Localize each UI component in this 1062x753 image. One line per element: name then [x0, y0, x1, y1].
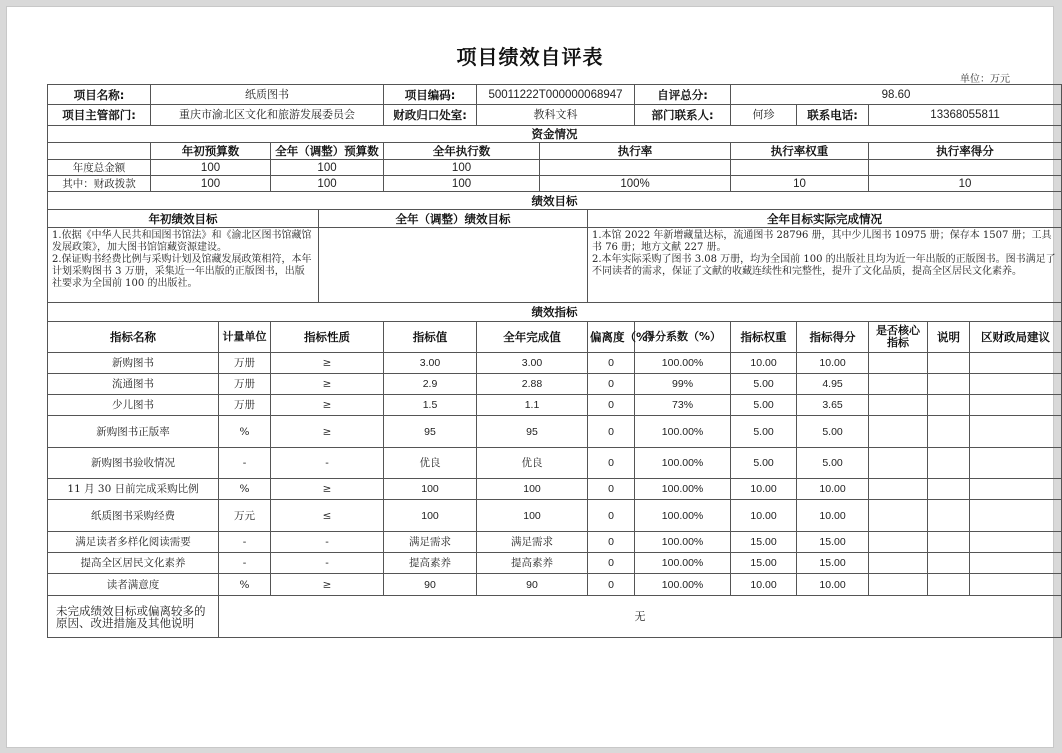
indicator-unit: 万册 — [219, 395, 271, 416]
indicator-rows — [48, 353, 1062, 596]
unit-note: 单位：万元 — [960, 74, 1010, 85]
indicator-header-deviation: 偏离度（%） — [588, 322, 635, 353]
indicator-actual: 1.1 — [477, 395, 588, 416]
indicator-name: 满足读者多样化阅读需要 — [48, 532, 219, 553]
indicator-name: 少儿图书 — [48, 395, 219, 416]
indicator-deviation: 0 — [588, 500, 635, 532]
indicator-deviation: 0 — [588, 532, 635, 553]
indicator-core — [869, 479, 928, 500]
indicator-nature: ≥ — [271, 574, 384, 596]
indicator-nature: ≥ — [271, 395, 384, 416]
indicator-actual: 满足需求 — [477, 532, 588, 553]
funds-header-rate: 执行率 — [540, 143, 731, 160]
indicator-note — [928, 532, 970, 553]
goal-paragraph: 1.本馆 2022 年新增藏量达标，流通图书 28796 册，其中少儿图书 10975 册；保存本 1507 册；工具书 76 册；地方文献 227 册。 — [592, 230, 1052, 253]
project-name-value: 纸质图书 — [151, 85, 384, 105]
funds-cell: 100 — [151, 176, 271, 192]
goal-paragraph: 1.依据《中华人民共和国图书馆法》和《渝北区图书馆藏馆发展政策》，加大图书馆馆藏资源建设。 — [52, 230, 312, 253]
indicator-header-target: 指标值 — [384, 322, 477, 353]
indicator-deviation: 0 — [588, 416, 635, 448]
funds-header-initial: 年初预算数 — [151, 143, 271, 160]
indicator-advice — [970, 416, 1062, 448]
funds-cell: 100% — [540, 176, 731, 192]
indicator-actual: 90 — [477, 574, 588, 596]
funds-corner-cell — [48, 143, 151, 160]
funds-cell: 100 — [384, 176, 540, 192]
indicator-note — [928, 374, 970, 395]
indicator-advice — [970, 532, 1062, 553]
indicator-nature: - — [271, 448, 384, 479]
indicator-weight: 5.00 — [731, 395, 797, 416]
indicator-weight: 5.00 — [731, 374, 797, 395]
table-row — [48, 553, 1062, 574]
indicator-nature: ≤ — [271, 500, 384, 532]
indicator-coef: 73% — [635, 395, 731, 416]
remark-label: 未完成绩效目标或偏离较多的原因、改进措施及其他说明 — [48, 596, 219, 638]
department-value: 重庆市渝北区文化和旅游发展委员会 — [151, 105, 384, 126]
indicator-weight: 10.00 — [731, 500, 797, 532]
indicator-score: 4.95 — [797, 374, 869, 395]
indicator-weight: 10.00 — [731, 479, 797, 500]
indicator-header-weight: 指标权重 — [731, 322, 797, 353]
indicator-note — [928, 448, 970, 479]
indicator-target: 100 — [384, 500, 477, 532]
table-row — [48, 374, 1062, 395]
goal-paragraph: 2.保证购书经费比例与采购计划及馆藏发展政策相符，本年计划采购图书 3 万册，采集近一年出版的正版图书，出版社要求为全国前 100 的出版社。 — [52, 254, 312, 289]
indicator-deviation: 0 — [588, 374, 635, 395]
indicator-score: 10.00 — [797, 574, 869, 596]
indicator-unit: 万册 — [219, 374, 271, 395]
funds-row-label: 年度总金额 — [48, 160, 151, 176]
indicator-coef: 100.00% — [635, 532, 731, 553]
indicator-score: 10.00 — [797, 479, 869, 500]
indicator-actual: 2.88 — [477, 374, 588, 395]
indicator-name: 纸质图书采购经费 — [48, 500, 219, 532]
goals-header-actual: 全年目标实际完成情况 — [588, 210, 1062, 228]
indicator-weight: 10.00 — [731, 574, 797, 596]
indicator-header-actual: 全年完成值 — [477, 322, 588, 353]
indicator-deviation: 0 — [588, 448, 635, 479]
finance-office-label: 财政归口处室: — [384, 105, 477, 126]
funds-cell: 10 — [869, 176, 1062, 192]
indicator-target: 2.9 — [384, 374, 477, 395]
indicator-header-nature: 指标性质 — [271, 322, 384, 353]
indicator-score: 10.00 — [797, 353, 869, 374]
funds-cell: 100 — [151, 160, 271, 176]
indicator-unit: % — [219, 479, 271, 500]
indicator-advice — [970, 374, 1062, 395]
indicator-core — [869, 374, 928, 395]
indicator-weight: 15.00 — [731, 532, 797, 553]
indicator-unit: - — [219, 553, 271, 574]
funds-row — [48, 176, 1062, 192]
indicator-deviation: 0 — [588, 574, 635, 596]
indicator-target: 95 — [384, 416, 477, 448]
indicator-note — [928, 553, 970, 574]
goals-adjusted-text — [319, 228, 588, 303]
funds-cell: 100 — [271, 176, 384, 192]
funds-section-title: 资金情况 — [48, 126, 1062, 143]
indicator-core — [869, 395, 928, 416]
funds-header-executed: 全年执行数 — [384, 143, 540, 160]
indicator-target: 100 — [384, 479, 477, 500]
funds-header-weight: 执行率权重 — [731, 143, 869, 160]
funds-cell: 100 — [271, 160, 384, 176]
indicator-unit: 万元 — [219, 500, 271, 532]
indicator-actual: 95 — [477, 416, 588, 448]
indicator-advice — [970, 500, 1062, 532]
indicator-score: 5.00 — [797, 416, 869, 448]
indicator-note — [928, 479, 970, 500]
indicator-weight: 5.00 — [731, 416, 797, 448]
goals-actual-text — [588, 228, 1062, 303]
goals-section-title: 绩效目标 — [48, 192, 1062, 210]
indicator-header-coef: 得分系数（%） — [635, 322, 731, 353]
phone-label: 联系电话: — [797, 105, 869, 126]
indicator-header-core: 是否核心指标 — [869, 322, 928, 353]
evaluation-table — [47, 84, 1062, 638]
indicator-coef: 100.00% — [635, 553, 731, 574]
contact-value: 何珍 — [731, 105, 797, 126]
indicator-score: 15.00 — [797, 532, 869, 553]
indicator-weight: 10.00 — [731, 353, 797, 374]
indicator-coef: 100.00% — [635, 500, 731, 532]
indicator-score: 5.00 — [797, 448, 869, 479]
indicator-nature: ≥ — [271, 479, 384, 500]
indicator-nature: - — [271, 532, 384, 553]
indicator-core — [869, 532, 928, 553]
indicator-nature: ≥ — [271, 416, 384, 448]
indicator-header-score: 指标得分 — [797, 322, 869, 353]
goals-header-adjusted: 全年（调整）绩效目标 — [319, 210, 588, 228]
finance-office-value: 教科文科 — [477, 105, 635, 126]
indicator-coef: 100.00% — [635, 479, 731, 500]
indicator-note — [928, 500, 970, 532]
indicator-unit: 万册 — [219, 353, 271, 374]
indicator-coef: 100.00% — [635, 448, 731, 479]
table-row — [48, 416, 1062, 448]
department-label: 项目主管部门: — [48, 105, 151, 126]
indicator-advice — [970, 479, 1062, 500]
indicator-score: 15.00 — [797, 553, 869, 574]
indicator-core — [869, 500, 928, 532]
goal-paragraph: 2.本年实际采购了图书 3.08 万册，均为全国前 100 的出版社且均为近一年出版的正版图书。图书满足了不同读者的需求，保证了文献的收藏连续性和完整性，提升了文化品质，提高全区居民文化素养。 — [592, 254, 1056, 277]
indicator-target: 满足需求 — [384, 532, 477, 553]
indicator-score: 3.65 — [797, 395, 869, 416]
indicator-nature: ≥ — [271, 374, 384, 395]
indicator-advice — [970, 353, 1062, 374]
indicator-deviation: 0 — [588, 479, 635, 500]
indicator-target: 1.5 — [384, 395, 477, 416]
indicator-coef: 99% — [635, 374, 731, 395]
indicator-target: 3.00 — [384, 353, 477, 374]
indicator-header-unit: 计量单位 — [219, 322, 271, 353]
funds-row-label: 其中：财政拨款 — [48, 176, 151, 192]
indicator-advice — [970, 448, 1062, 479]
contact-label: 部门联系人: — [635, 105, 731, 126]
indicator-advice — [970, 553, 1062, 574]
indicator-weight: 5.00 — [731, 448, 797, 479]
table-row — [48, 448, 1062, 479]
indicator-deviation: 0 — [588, 353, 635, 374]
indicator-deviation: 0 — [588, 553, 635, 574]
indicators-section-title: 绩效指标 — [48, 303, 1062, 322]
table-row — [48, 395, 1062, 416]
indicator-header-name: 指标名称 — [48, 322, 219, 353]
indicator-header-advice: 区财政局建议 — [970, 322, 1062, 353]
indicator-actual: 100 — [477, 479, 588, 500]
indicator-note — [928, 353, 970, 374]
table-row — [48, 353, 1062, 374]
indicator-actual: 3.00 — [477, 353, 588, 374]
indicator-nature: ≥ — [271, 353, 384, 374]
indicator-name: 新购图书 — [48, 353, 219, 374]
funds-cell: 10 — [731, 176, 869, 192]
remark-value: 无 — [219, 596, 1062, 638]
indicator-name: 新购图书验收情况 — [48, 448, 219, 479]
funds-cell — [540, 160, 731, 176]
indicator-unit: % — [219, 574, 271, 596]
funds-cell: 100 — [384, 160, 540, 176]
indicator-unit: - — [219, 532, 271, 553]
document-title: 项目绩效自评表 — [456, 45, 604, 69]
indicator-name: 11 月 30 日前完成采购比例 — [48, 479, 219, 500]
indicator-actual: 提高素养 — [477, 553, 588, 574]
indicator-core — [869, 553, 928, 574]
funds-header-adjusted: 全年（调整）预算数 — [271, 143, 384, 160]
funds-row — [48, 160, 1062, 176]
project-code-label: 项目编码: — [384, 85, 477, 105]
self-score-value: 98.60 — [731, 85, 1062, 105]
indicator-unit: % — [219, 416, 271, 448]
indicator-core — [869, 416, 928, 448]
indicator-target: 提高素养 — [384, 553, 477, 574]
indicator-name: 读者满意度 — [48, 574, 219, 596]
indicator-unit: - — [219, 448, 271, 479]
indicator-header-note: 说明 — [928, 322, 970, 353]
indicator-note — [928, 574, 970, 596]
indicator-note — [928, 416, 970, 448]
indicator-target: 90 — [384, 574, 477, 596]
indicator-name: 提高全区居民文化素养 — [48, 553, 219, 574]
project-code-value: 50011222T000000068947 — [477, 85, 635, 105]
indicator-actual: 优良 — [477, 448, 588, 479]
indicator-advice — [970, 395, 1062, 416]
table-row — [48, 500, 1062, 532]
table-row — [48, 574, 1062, 596]
goals-initial-text — [48, 228, 319, 303]
indicator-name: 流通图书 — [48, 374, 219, 395]
indicator-score: 10.00 — [797, 500, 869, 532]
indicator-coef: 100.00% — [635, 574, 731, 596]
self-score-label: 自评总分: — [635, 85, 731, 105]
table-row — [48, 479, 1062, 500]
indicator-core — [869, 448, 928, 479]
indicator-weight: 15.00 — [731, 553, 797, 574]
funds-cell — [869, 160, 1062, 176]
indicator-coef: 100.00% — [635, 353, 731, 374]
funds-cell — [731, 160, 869, 176]
project-name-label: 项目名称: — [48, 85, 151, 105]
indicator-actual: 100 — [477, 500, 588, 532]
indicator-name: 新购图书正版率 — [48, 416, 219, 448]
indicator-nature: - — [271, 553, 384, 574]
indicator-deviation: 0 — [588, 395, 635, 416]
indicator-core — [869, 574, 928, 596]
indicator-target: 优良 — [384, 448, 477, 479]
indicator-coef: 100.00% — [635, 416, 731, 448]
indicator-core — [869, 353, 928, 374]
goals-header-initial: 年初绩效目标 — [48, 210, 319, 228]
funds-header-score: 执行率得分 — [869, 143, 1062, 160]
indicator-advice — [970, 574, 1062, 596]
phone-value: 13368055811 — [869, 105, 1062, 126]
table-row — [48, 532, 1062, 553]
indicator-note — [928, 395, 970, 416]
